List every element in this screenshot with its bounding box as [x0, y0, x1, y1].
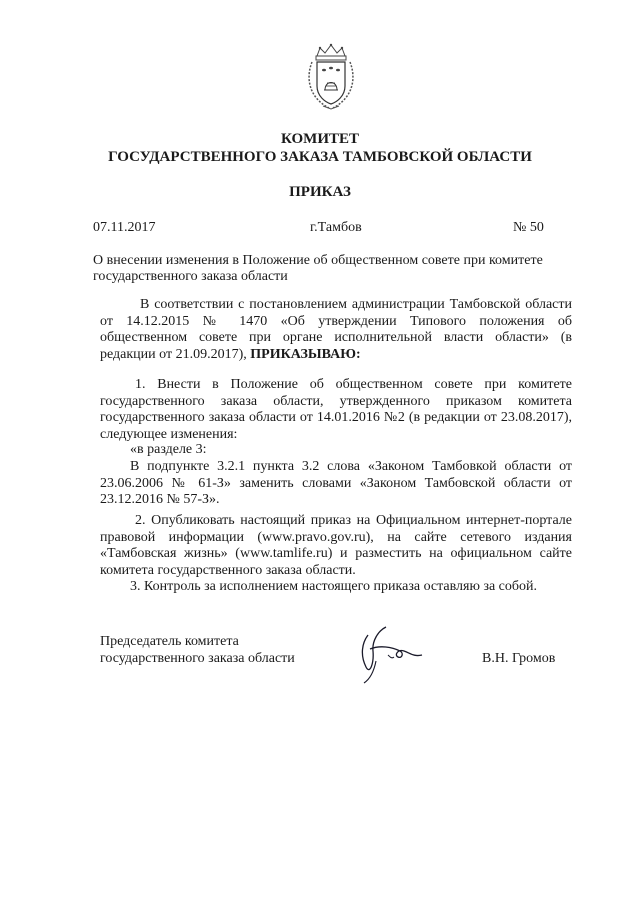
section-ref-paragraph: «в разделе 3: — [130, 442, 207, 457]
org-title-line1: КОМИТЕТ — [280, 131, 359, 147]
item-2-paragraph: 2. Опубликовать настоящий приказ на Официальном интернет-портале правовой информации (www.pravo.gov.ru), на сайте сетевого издания «Тамбовская жизнь» (www.tamlife.ru) и разместить на официальном сайте комитета государственного заказа области. — [100, 513, 572, 578]
handwritten-signature — [340, 615, 430, 685]
item-1-paragraph: 1. Внести в Положение об общественном совете при комитете государственного заказа области, утвержденного приказом комитета государственного заказа области от 14.01.2016 №2 (в редакции от 23.08.2017), следующее изменения: — [100, 377, 572, 442]
doc-number: № 50 — [513, 220, 544, 235]
item-3-paragraph: 3. Контроль за исполнением настоящего приказа оставляю за собой. — [130, 579, 538, 594]
subject-line1: О внесении изменения в Положение об общественном совете при комитете — [93, 253, 543, 268]
order-keyword: ПРИКАЗЫВАЮ: — [250, 346, 361, 362]
doc-city: г.Тамбов — [310, 220, 362, 235]
preamble-text: В соответствии с постановлением администрации Тамбовской области от 14.12.2015 № 1470 «Об утверждении Типового положения об общественном совете при органе исполнительной власти области» (в редакции от 21.09.2017), — [100, 297, 572, 362]
signatory-name: В.Н. Громов — [482, 651, 556, 666]
doc-date: 07.11.2017 — [93, 220, 156, 235]
subclause-change-paragraph: В подпункте 3.2.1 пункта 3.2 слова «Законом Тамбовкой области от 23.06.2006 № 61-З» заменить словами «Законом Тамбовской области от 23.12.2016 № 57-З». — [100, 459, 572, 507]
coat-of-arms-icon — [303, 42, 359, 112]
signatory-title-line1: Председатель комитета — [100, 634, 239, 649]
doc-type-title: ПРИКАЗ — [289, 184, 351, 200]
signatory-title-line2: государственного заказа области — [100, 651, 295, 666]
org-title-line2: ГОСУДАРСТВЕННОГО ЗАКАЗА ТАМБОВСКОЙ ОБЛАСТИ — [108, 149, 532, 165]
preamble-paragraph — [100, 297, 572, 363]
subject-line2: государственного заказа области — [93, 269, 288, 284]
